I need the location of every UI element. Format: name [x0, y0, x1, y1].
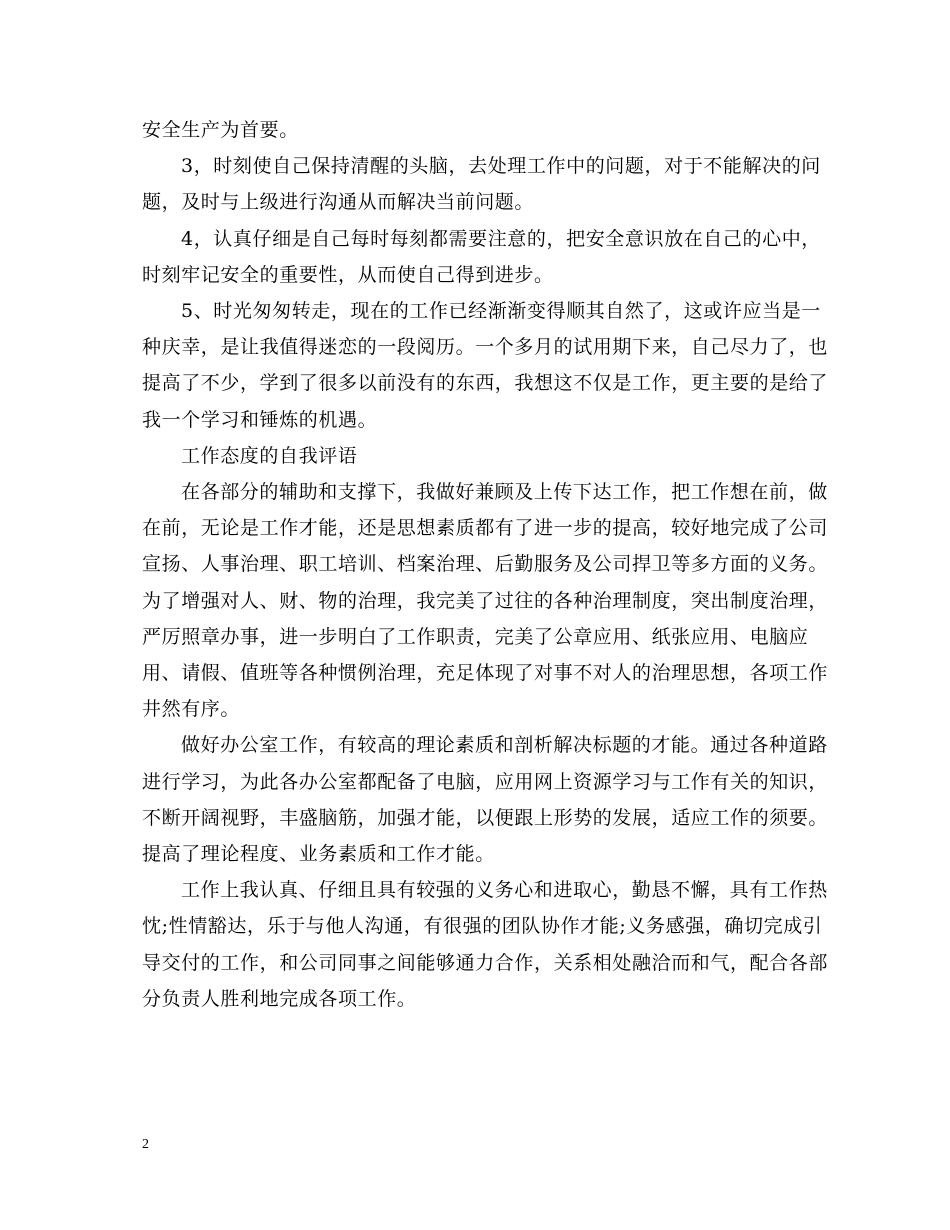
paragraph-body: 在各部分的辅助和支撑下，我做好兼顾及上传下达工作，把工作想在前，做在前，无论是工作才能，还是思想素质都有了进一步的提高，较好地完成了公司宣扬、人事治理、职工培训、档案治理、后勤服务及公司捍卫等多方面的义务。为了增强对人、财、物的治理，我完美了过往的各种治理制度，突出制度治理，严厉照章办事，进一步明白了工作职责，完美了公章应用、纸张应用、电脑应用、请假、值班等各种惯例治理，充足体现了对事不对人的治理思想，各项工作井然有序。 — [142, 481, 829, 721]
paragraph-item-4: 4，认真仔细是自己每时每刻都需要注意的，把安全意识放在自己的心中，时刻牢记安全的重要性，从而使自己得到进步。 — [142, 227, 821, 286]
paragraph-item-5: 5、时光匆匆转走，现在的工作已经渐渐变得顺其自然了，这或许应当是一种庆幸，是让我值得迷恋的一段阅历。一个多月的试用期下来，自己尽力了，也提高了不少，学到了很多以前没有的东西，我想这不仅是工作，更主要的是给了我一个学习和锤炼的机遇。 — [142, 300, 829, 431]
paragraph-body: 工作上我认真、仔细且具有较强的义务心和进取心，勤恳不懈，具有工作热忱;性情豁达，乐于与他人沟通，有很强的团队协作才能;义务感强，确切完成引导交付的工作，和公司同事之间能够通力合作，关系相处融洽而和气，配合各部分负责人胜利地完成各项工作。 — [142, 879, 829, 1010]
body-text — [142, 112, 832, 1017]
paragraph-item-3: 3，时刻使自己保持清醒的头脑，去处理工作中的问题，对于不能解决的问题，及时与上级进行沟通从而解决当前问题。 — [142, 155, 821, 214]
page-number: 2 — [142, 1137, 149, 1152]
paragraph-body: 做好办公室工作，有较高的理论素质和剖析解决标题的才能。通过各种道路进行学习，为此各办公室都配备了电脑，应用网上资源学习与工作有关的知识，不断开阔视野，丰盛脑筋，加强才能，以便跟上形势的发展，适应工作的须要。提高了理论程度、业务素质和工作才能。 — [142, 734, 829, 866]
paragraph-continuation: 安全生产为首要。 — [142, 119, 299, 141]
section-heading: 工作态度的自我评语 — [181, 444, 358, 467]
